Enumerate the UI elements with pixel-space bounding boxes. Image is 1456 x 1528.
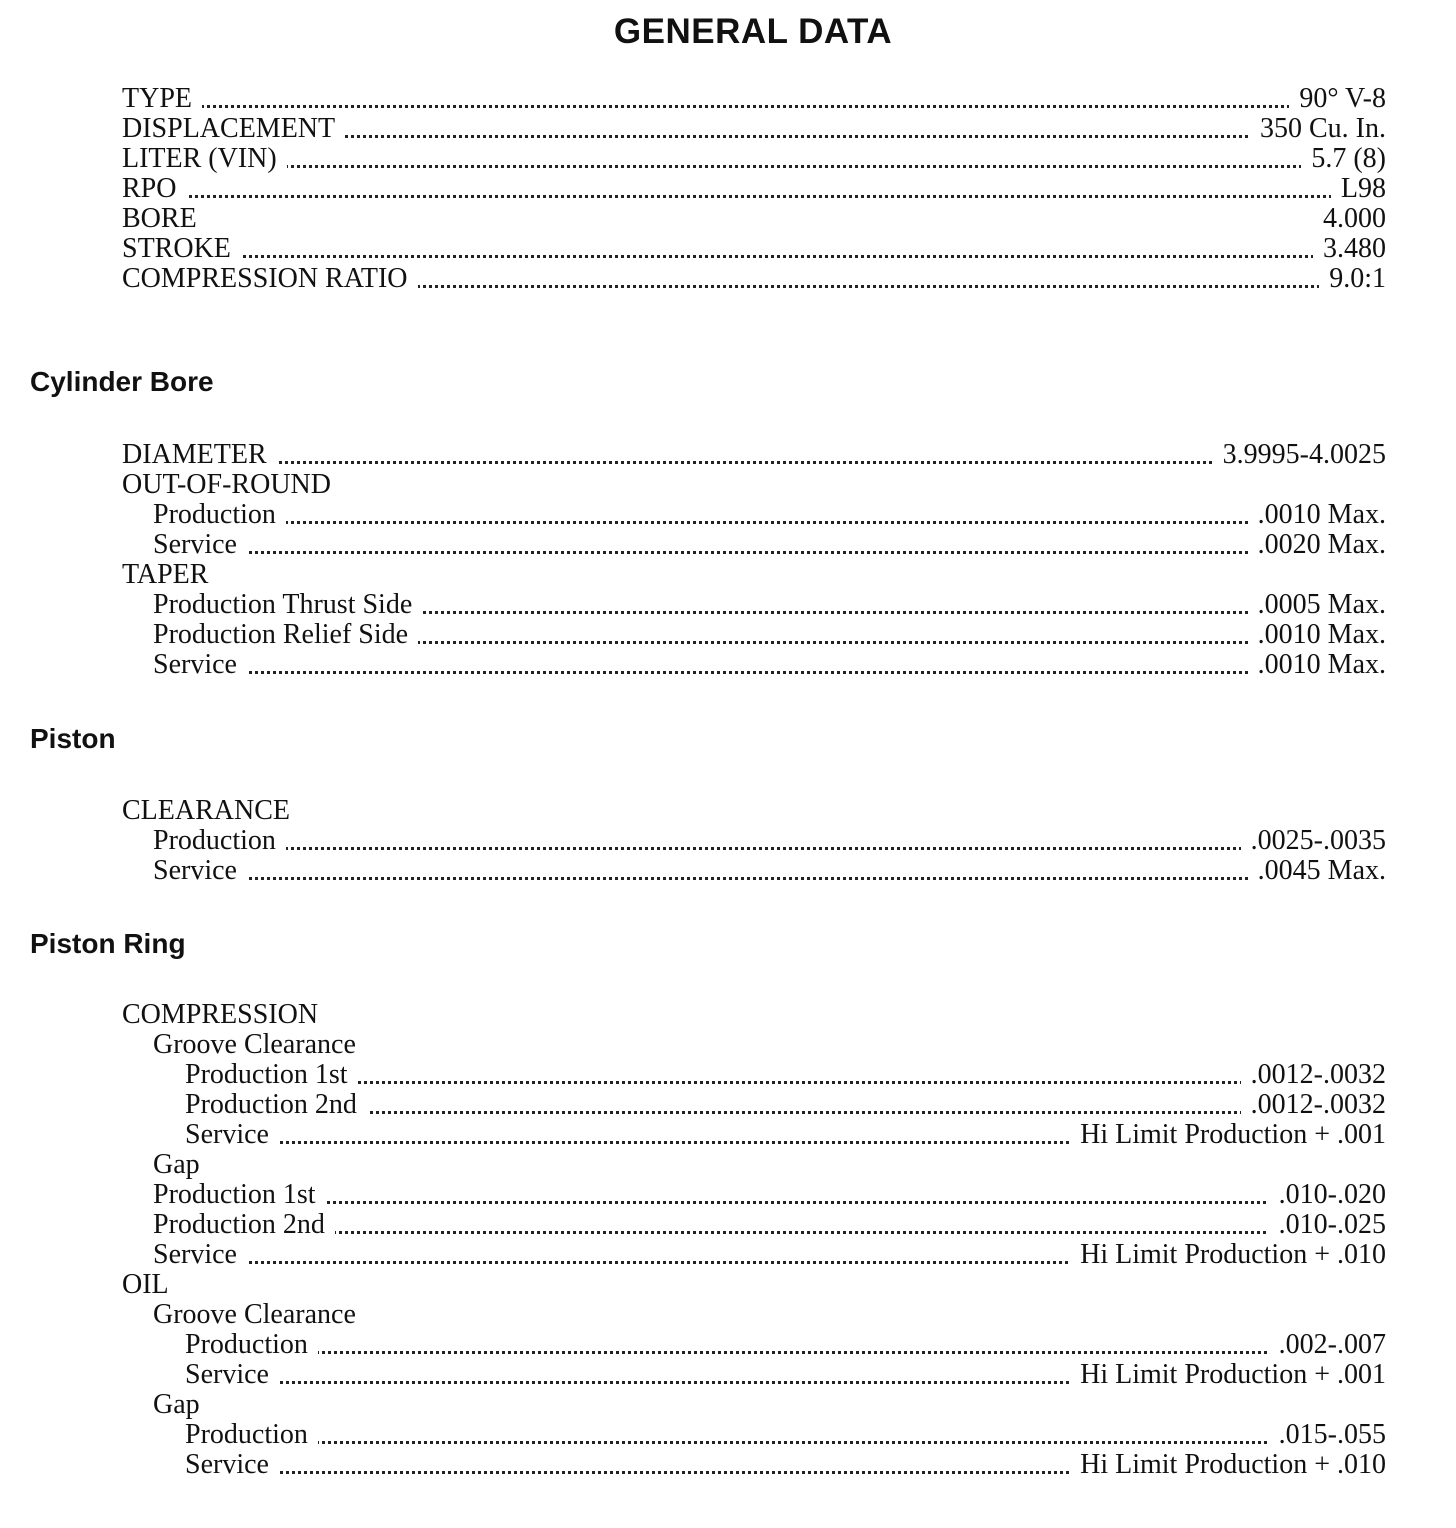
spec-row	[0, 826, 1456, 856]
spec-label: Gap	[153, 1390, 210, 1420]
section-heading-piston: Piston	[30, 723, 116, 754]
spec-value: 90° V-8	[1289, 84, 1386, 114]
dot-leader	[122, 195, 1386, 198]
spec-subheading	[0, 1300, 1456, 1330]
spec-value: .0010 Max.	[1248, 500, 1386, 530]
piston-ring-spec-table	[0, 1000, 1456, 1480]
spec-row-bore	[0, 204, 1456, 234]
dot-leader	[153, 671, 1386, 674]
spec-value: 5.7 (8)	[1301, 144, 1386, 174]
spec-label: Service	[153, 856, 247, 886]
cylinder-bore-spec-table	[0, 440, 1456, 680]
spec-value: .015-.055	[1269, 1420, 1386, 1450]
spec-label: Production Relief Side	[153, 620, 418, 650]
spec-label: BORE	[122, 204, 207, 234]
page-title: GENERAL DATA	[613, 12, 893, 51]
spec-value: .0020 Max.	[1248, 530, 1386, 560]
spec-row	[0, 1060, 1456, 1090]
spec-label: DISPLACEMENT	[122, 114, 345, 144]
spec-label: Service	[153, 530, 247, 560]
spec-label: Service	[185, 1360, 279, 1390]
dot-leader	[153, 1201, 1386, 1204]
dot-leader	[122, 105, 1386, 108]
spec-row	[0, 1360, 1456, 1390]
spec-row-liter	[0, 144, 1456, 174]
dot-leader	[185, 1441, 1386, 1444]
spec-label: Production 2nd	[185, 1090, 367, 1120]
spec-label: Service	[153, 1240, 247, 1270]
spec-value: .002-.007	[1269, 1330, 1386, 1360]
spec-value: .0025-.0035	[1241, 826, 1386, 856]
spec-row	[0, 856, 1456, 886]
spec-row-displacement	[0, 114, 1456, 144]
dot-leader	[153, 1231, 1386, 1234]
spec-value: .010-.020	[1269, 1180, 1386, 1210]
spec-label: Production Thrust Side	[153, 590, 422, 620]
spec-subheading	[0, 1150, 1456, 1180]
spec-label: Production	[185, 1330, 318, 1360]
dot-leader	[153, 877, 1386, 880]
spec-subheading	[0, 470, 1456, 500]
spec-value: .010-.025	[1269, 1210, 1386, 1240]
spec-value: 3.9995-4.0025	[1213, 440, 1386, 470]
section-heading-piston-ring: Piston Ring	[30, 928, 186, 959]
spec-label: LITER (VIN)	[122, 144, 287, 174]
spec-label: Service	[185, 1120, 279, 1150]
spec-value: 4.000	[1313, 204, 1386, 234]
spec-row	[0, 1120, 1456, 1150]
spec-value: Hi Limit Production + .001	[1070, 1120, 1386, 1150]
spec-value: L98	[1331, 174, 1386, 204]
spec-subheading	[0, 1000, 1456, 1030]
spec-row	[0, 1090, 1456, 1120]
spec-value: Hi Limit Production + .001	[1070, 1360, 1386, 1390]
spec-row-compression-ratio	[0, 264, 1456, 294]
spec-value: Hi Limit Production + .010	[1070, 1240, 1386, 1270]
spec-row	[0, 590, 1456, 620]
dot-leader	[122, 255, 1386, 258]
spec-label: DIAMETER	[122, 440, 277, 470]
spec-label: RPO	[122, 174, 186, 204]
spec-value: .0010 Max.	[1248, 650, 1386, 680]
piston-spec-table	[0, 796, 1456, 886]
spec-value: .0005 Max.	[1248, 590, 1386, 620]
spec-value: .0012-.0032	[1241, 1090, 1386, 1120]
spec-row-type	[0, 84, 1456, 114]
spec-row	[0, 1240, 1456, 1270]
spec-row	[0, 650, 1456, 680]
section-heading-cylinder-bore: Cylinder Bore	[30, 366, 214, 397]
spec-row	[0, 530, 1456, 560]
spec-label: Service	[185, 1450, 279, 1480]
dot-leader	[122, 165, 1386, 168]
spec-label: CLEARANCE	[122, 796, 300, 826]
spec-label: TYPE	[122, 84, 202, 114]
spec-value: Hi Limit Production + .010	[1070, 1450, 1386, 1480]
spec-label: Service	[153, 650, 247, 680]
spec-label: Production	[185, 1420, 318, 1450]
dot-leader	[153, 847, 1386, 850]
general-spec-table	[0, 84, 1456, 294]
spec-row	[0, 1180, 1456, 1210]
spec-label: OUT-OF-ROUND	[122, 470, 341, 500]
dot-leader	[122, 461, 1386, 464]
spec-label: Production 1st	[153, 1180, 326, 1210]
spec-label: Gap	[153, 1150, 210, 1180]
dot-leader	[153, 551, 1386, 554]
spec-value: .0012-.0032	[1241, 1060, 1386, 1090]
spec-label: Production	[153, 500, 286, 530]
spec-value: .0045 Max.	[1248, 856, 1386, 886]
spec-subheading	[0, 1270, 1456, 1300]
spec-label: COMPRESSION	[122, 1000, 328, 1030]
spec-subheading	[0, 796, 1456, 826]
spec-row-rpo	[0, 174, 1456, 204]
spec-value: 9.0:1	[1319, 264, 1386, 294]
spec-row	[0, 440, 1456, 470]
spec-label: COMPRESSION RATIO	[122, 264, 418, 294]
spec-label: OIL	[122, 1270, 179, 1300]
dot-leader	[185, 1351, 1386, 1354]
spec-row	[0, 1330, 1456, 1360]
spec-row	[0, 500, 1456, 530]
spec-value: 350 Cu. In.	[1250, 114, 1386, 144]
dot-leader	[153, 521, 1386, 524]
spec-label: Production 2nd	[153, 1210, 335, 1240]
spec-row	[0, 1210, 1456, 1240]
spec-label: Production 1st	[185, 1060, 358, 1090]
spec-label: TAPER	[122, 560, 218, 590]
spec-value: 3.480	[1313, 234, 1386, 264]
spec-label: Groove Clearance	[153, 1030, 366, 1060]
spec-label: Groove Clearance	[153, 1300, 366, 1330]
spec-value: .0010 Max.	[1248, 620, 1386, 650]
spec-row	[0, 1420, 1456, 1450]
spec-subheading	[0, 1390, 1456, 1420]
spec-subheading	[0, 1030, 1456, 1060]
spec-label: Production	[153, 826, 286, 856]
spec-row-stroke	[0, 234, 1456, 264]
dot-leader	[185, 1081, 1386, 1084]
spec-row	[0, 1450, 1456, 1480]
spec-row	[0, 620, 1456, 650]
spec-label: STROKE	[122, 234, 241, 264]
spec-subheading	[0, 560, 1456, 590]
